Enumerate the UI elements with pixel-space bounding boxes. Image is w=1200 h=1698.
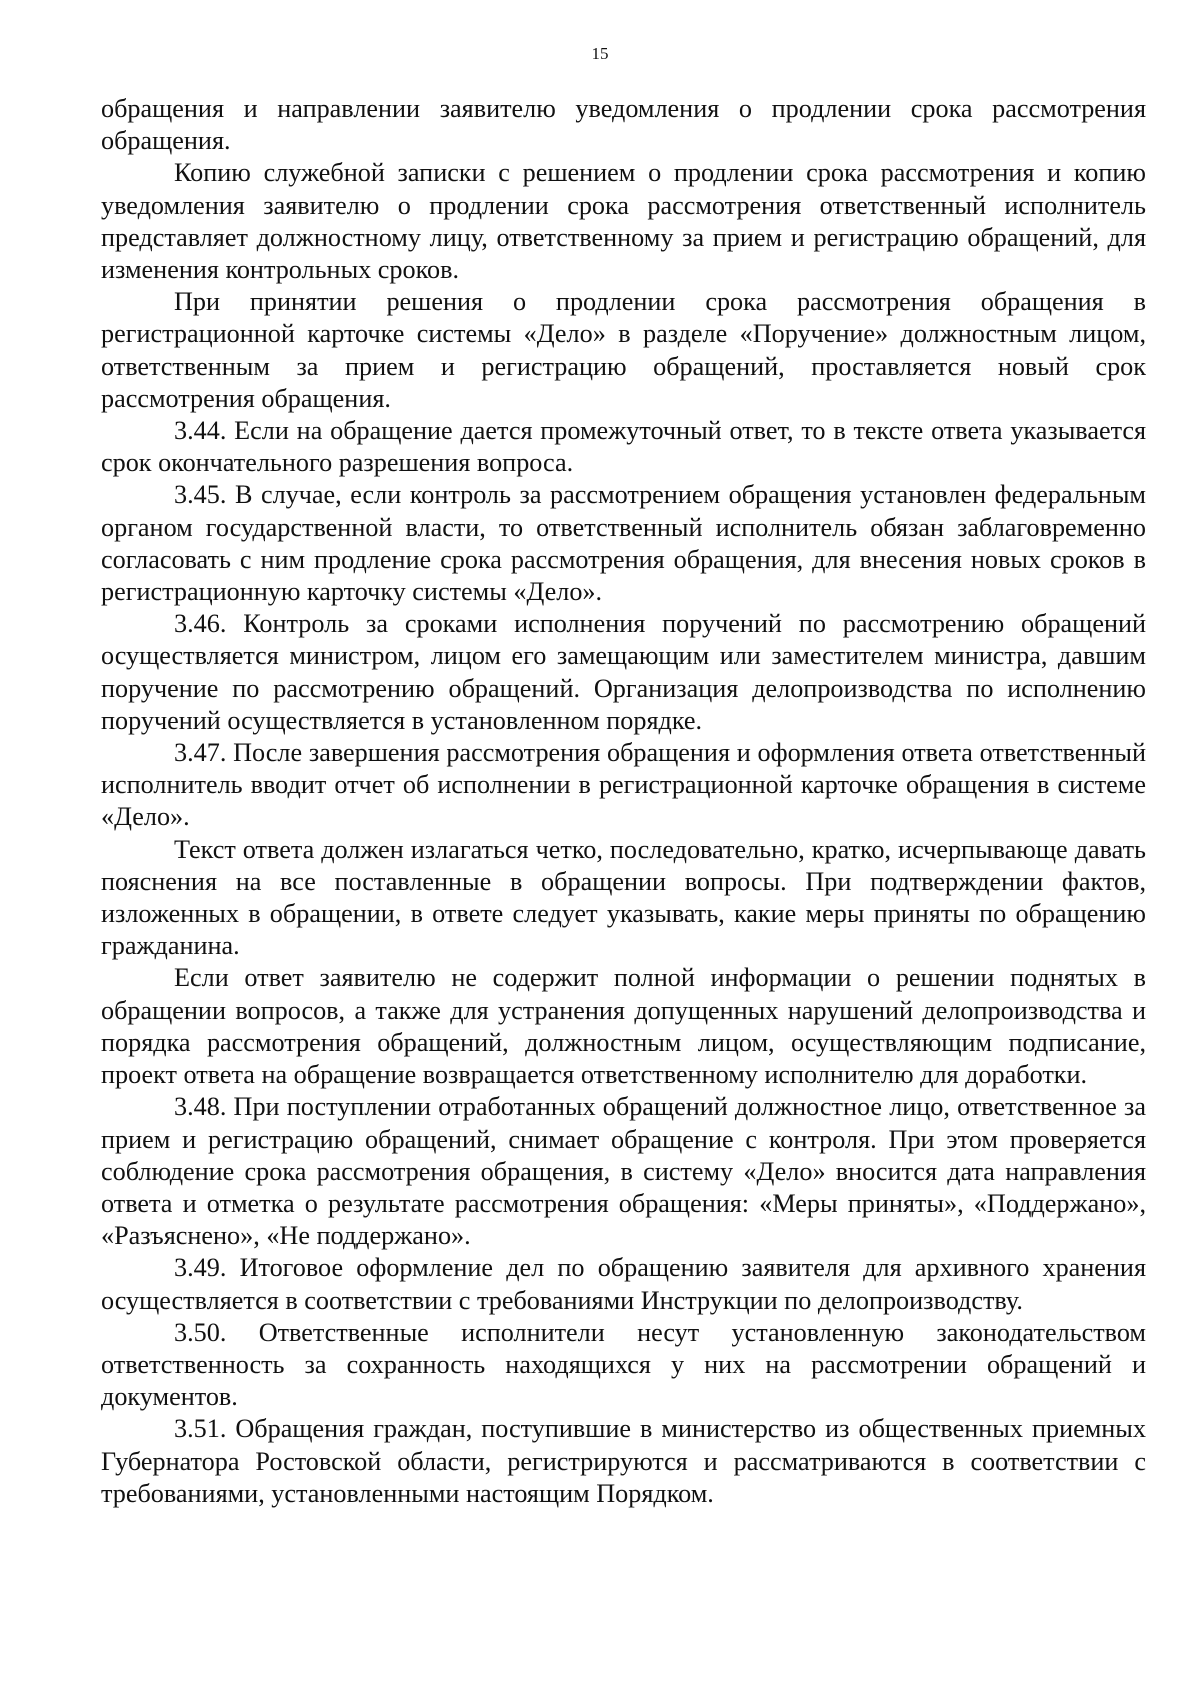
paragraph: Копию служебной записки с решением о продлении срока рассмотрения и копию уведомления заявителю о продлении срока рассмотрения ответственный исполнитель представляет должностному лицу, ответственному за прием и регистрацию обращений, для изменения контрольных сроков. xyxy=(101,158,1146,285)
paragraph: Если ответ заявителю не содержит полной информации о решении поднятых в обращении вопросов, а также для устранения допущенных нарушений делопроизводства и порядка рассмотрения обращений, должностным лицом, осуществляющим подписание, проект ответа на обращение возвращается ответственному исполнителю для доработки. xyxy=(101,963,1146,1090)
clause-3-45: 3.45. В случае, если контроль за рассмотрением обращения установлен федеральным органом государственной власти, то ответственный исполнитель обязан заблаговременно согласовать с ним продление срока рассмотрения обращения, для внесения новых сроков в регистрационную карточку системы «Дело». xyxy=(101,480,1146,607)
clause-3-49: 3.49. Итоговое оформление дел по обращению заявителя для архивного хранения осуществляется в соответствии с требованиями Инструкции по делопроизводству. xyxy=(101,1253,1146,1315)
clause-3-46: 3.46. Контроль за сроками исполнения поручений по рассмотрению обращений осуществляется министром, лицом его замещающим или заместителем министра, давшим поручение по рассмотрению обращений. Организация делопроизводства по исполнению поручений осуществляется в установленном порядке. xyxy=(101,609,1146,735)
page-number: 15 xyxy=(591,44,609,63)
document-body xyxy=(101,93,1146,1510)
paragraph: При принятии решения о продлении срока рассмотрения обращения в регистрационной карточке системы «Дело» в разделе «Поручение» должностным лицом, ответственным за прием и регистрацию обращений, проставляется новый срок рассмотрения обращения. xyxy=(101,287,1146,413)
paragraph: Текст ответа должен излагаться четко, последовательно, кратко, исчерпывающе давать пояснения на все поставленные в обращении вопросы. При подтверждении фактов, изложенных в обращении, в ответе следует указывать, какие меры приняты по обращению гражданина. xyxy=(101,834,1146,961)
clause-3-50: 3.50. Ответственные исполнители несут установленную законодательством ответственность за сохранность находящихся у них на рассмотрении обращений и документов. xyxy=(101,1317,1146,1412)
clause-3-51: 3.51. Обращения граждан, поступившие в министерство из общественных приемных Губернатора Ростовской области, регистрируются и рассматриваются в соответствии с требованиями, установленными настоящим Порядком. xyxy=(101,1414,1146,1508)
clause-3-44: 3.44. Если на обращение дается промежуточный ответ, то в тексте ответа указывается срок окончательного разрешения вопроса. xyxy=(101,416,1146,478)
paragraph-continuation: обращения и направлении заявителю уведомления о продлении срока рассмотрения обращения. xyxy=(101,94,1146,156)
clause-3-47: 3.47. После завершения рассмотрения обращения и оформления ответа ответственный исполнитель вводит отчет об исполнении в регистрационной карточке обращения в системе «Дело». xyxy=(101,738,1146,832)
clause-3-48: 3.48. При поступлении отработанных обращений должностное лицо, ответственное за прием и регистрацию обращений, снимает обращение с контроля. При этом проверяется соблюдение срока рассмотрения обращения, в систему «Дело» вносится дата направления ответа и отметка о результате рассмотрения обращения: «Меры приняты», «Поддержано», «Разъяснено», «Не поддержано». xyxy=(101,1092,1146,1251)
